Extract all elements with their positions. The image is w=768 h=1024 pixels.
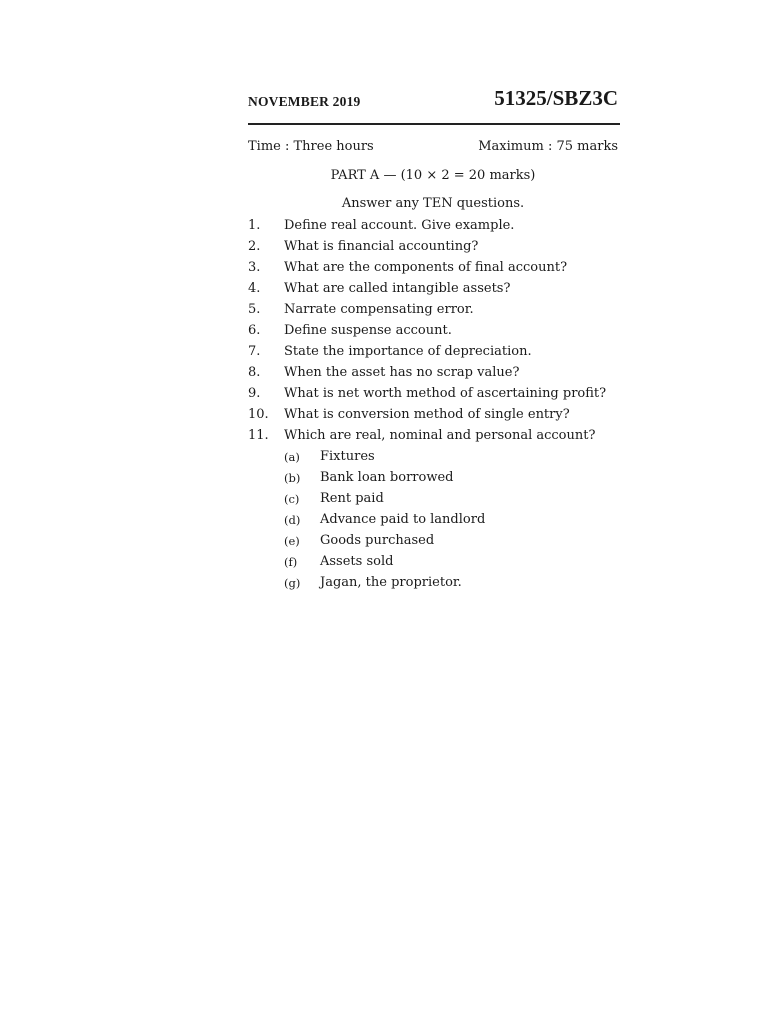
sub-item-text: Rent paid <box>320 491 384 506</box>
time-allowed: Time : Three hours <box>248 139 374 154</box>
question-text: State the importance of depreciation. <box>284 344 532 359</box>
question-item <box>248 406 620 427</box>
exam-header <box>248 86 620 116</box>
question-number: 6. <box>248 323 261 338</box>
question-text: When the asset has no scrap value? <box>284 365 520 380</box>
question-text: What is conversion method of single entry? <box>284 407 570 422</box>
question-text: What are called intangible assets? <box>284 281 511 296</box>
question-text: Define suspense account. <box>284 323 452 338</box>
part-title: PART A — (10 × 2 = 20 marks) <box>330 168 536 183</box>
question-number: 8. <box>248 365 261 380</box>
question-text: What is net worth method of ascertaining profit? <box>284 386 607 401</box>
header-divider <box>248 123 620 125</box>
sub-item-text: Assets sold <box>320 554 394 569</box>
question-text: Which are real, nominal and personal account? <box>284 428 596 443</box>
sub-item-text: Fixtures <box>320 449 375 464</box>
sub-item-letter: (d) <box>284 513 301 527</box>
question-text: Narrate compensating error. <box>284 302 474 317</box>
sub-item-text: Bank loan borrowed <box>320 470 454 485</box>
sub-item-letter: (e) <box>284 534 300 548</box>
sub-item-letter: (c) <box>284 492 300 506</box>
question-item <box>248 343 620 364</box>
question-item <box>248 301 620 322</box>
paper-code: 51325/SBZ3C <box>494 86 618 110</box>
question-item <box>248 238 620 259</box>
question-item <box>248 259 620 280</box>
sub-item-text: Advance paid to landlord <box>320 512 486 527</box>
question-text: Define real account. Give example. <box>284 218 515 233</box>
question-item <box>248 385 620 406</box>
question-number: 11. <box>248 428 269 443</box>
question-item <box>248 280 620 301</box>
question-item <box>248 364 620 385</box>
question-number: 4. <box>248 281 261 296</box>
sub-item-letter: (b) <box>284 471 301 485</box>
question-text: What is financial accounting? <box>284 239 479 254</box>
exam-date: NOVEMBER 2019 <box>248 94 361 109</box>
question-number: 7. <box>248 344 261 359</box>
question-number: 10. <box>248 407 269 422</box>
question-text: What are the components of final account? <box>284 260 568 275</box>
sub-item-text: Jagan, the proprietor. <box>320 575 462 590</box>
question-number: 5. <box>248 302 261 317</box>
question-number: 9. <box>248 386 261 401</box>
question-item <box>248 322 620 343</box>
maximum-marks: Maximum : 75 marks <box>478 139 618 154</box>
sub-item-text: Goods purchased <box>320 533 435 548</box>
question-item <box>248 427 620 448</box>
part-instruction: Answer any TEN questions. <box>341 196 525 211</box>
question-number: 1. <box>248 218 261 233</box>
question-number: 2. <box>248 239 261 254</box>
question-number: 3. <box>248 260 261 275</box>
sub-item-letter: (a) <box>284 450 300 464</box>
sub-item-letter: (g) <box>284 576 301 590</box>
question-list <box>248 217 620 448</box>
question-item <box>248 217 620 238</box>
sub-item-letter: (f) <box>284 555 298 569</box>
